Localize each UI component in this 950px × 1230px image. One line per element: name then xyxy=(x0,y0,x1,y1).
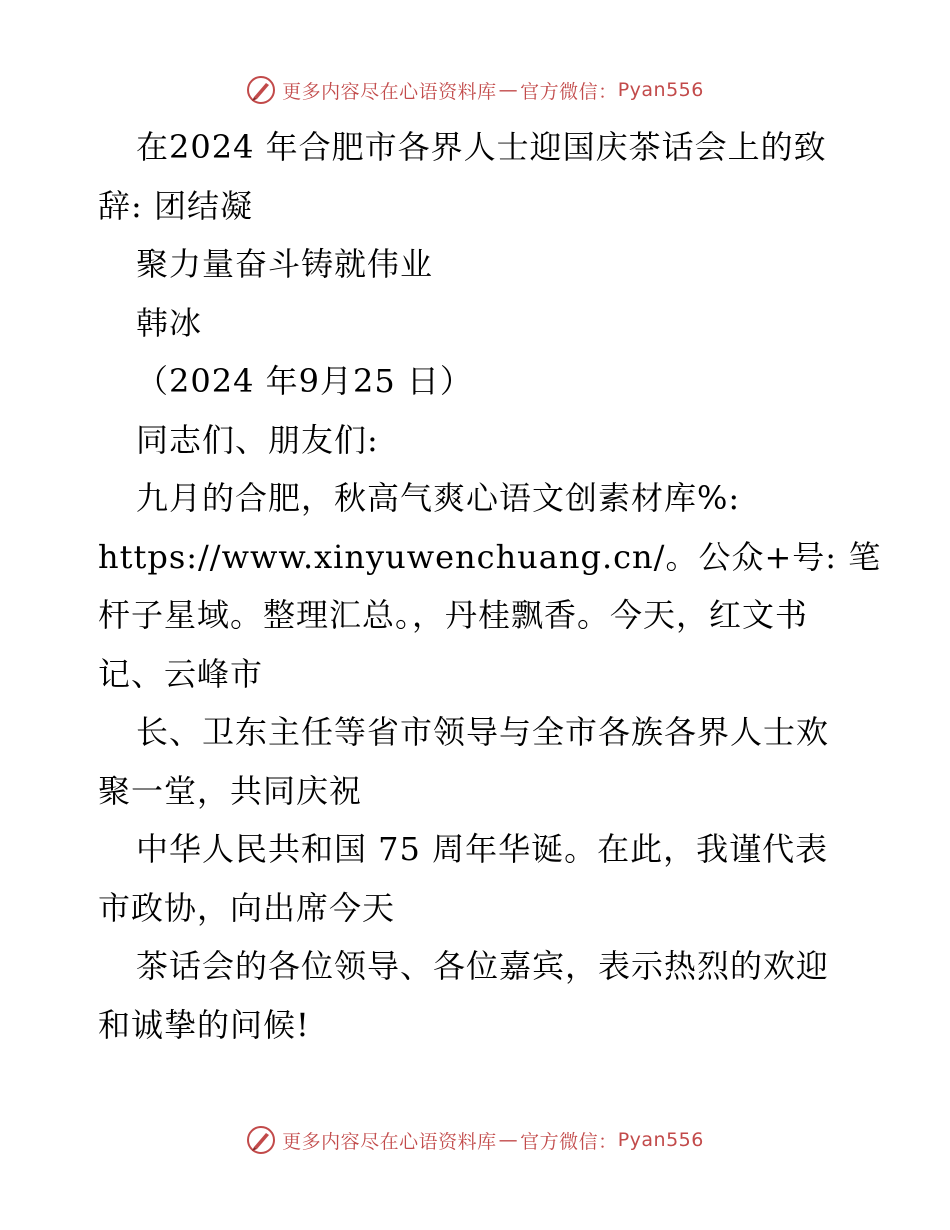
document-line: 九月的合肥，秋高气爽心语文创素材库%: xyxy=(136,479,741,517)
watermark-separator: — xyxy=(498,79,519,101)
document-line: 杆子星域。整理汇总。，丹桂飘香。今天，红文书 xyxy=(98,596,809,634)
quill-logo-icon xyxy=(246,1125,276,1155)
watermark-site-text: 更多内容尽在心语资料库 xyxy=(282,1130,497,1153)
watermark-contact-id: Pyan556 xyxy=(617,1129,704,1151)
document-line: 记、云峰市 xyxy=(98,654,264,693)
document-line: 聚力量奋斗铸就伟业 xyxy=(136,245,434,283)
document-line: 韩冰 xyxy=(136,303,203,342)
document-line: 同志们、朋友们: xyxy=(136,420,379,459)
document-line: https://www.xinyuwenchuang.cn/。公众+号: 笔 xyxy=(98,537,882,576)
watermark-contact-label: 官方微信： xyxy=(520,1130,618,1153)
watermark-contact-id: Pyan556 xyxy=(617,79,704,101)
document-line: 和诚挚的问候! xyxy=(98,1005,310,1044)
watermark-site-text: 更多内容尽在心语资料库 xyxy=(282,80,497,103)
document-line: 长、卫东主任等省市领导与全市各族各界人士欢 xyxy=(136,713,830,751)
header-watermark xyxy=(0,70,950,110)
document-line: （2024 年9月25 日） xyxy=(136,362,473,400)
document-line: 中华人民共和国 75 周年华诞。在此，我谨代表 xyxy=(136,830,829,868)
watermark-contact-label: 官方微信： xyxy=(520,80,618,103)
footer-watermark xyxy=(0,1120,950,1160)
document-line: 聚一堂，共同庆祝 xyxy=(98,771,363,810)
document-line: 茶话会的各位领导、各位嘉宾，表示热烈的欢迎 xyxy=(136,947,830,985)
document-line: 在2024 年合肥市各界人士迎国庆茶话会上的致 xyxy=(136,128,827,166)
document-body xyxy=(98,118,882,1054)
document-line: 辞: 团结凝 xyxy=(98,186,253,225)
quill-logo-icon xyxy=(246,75,276,105)
document-line: 市政协，向出席今天 xyxy=(98,888,396,927)
watermark-separator: — xyxy=(498,1129,519,1151)
